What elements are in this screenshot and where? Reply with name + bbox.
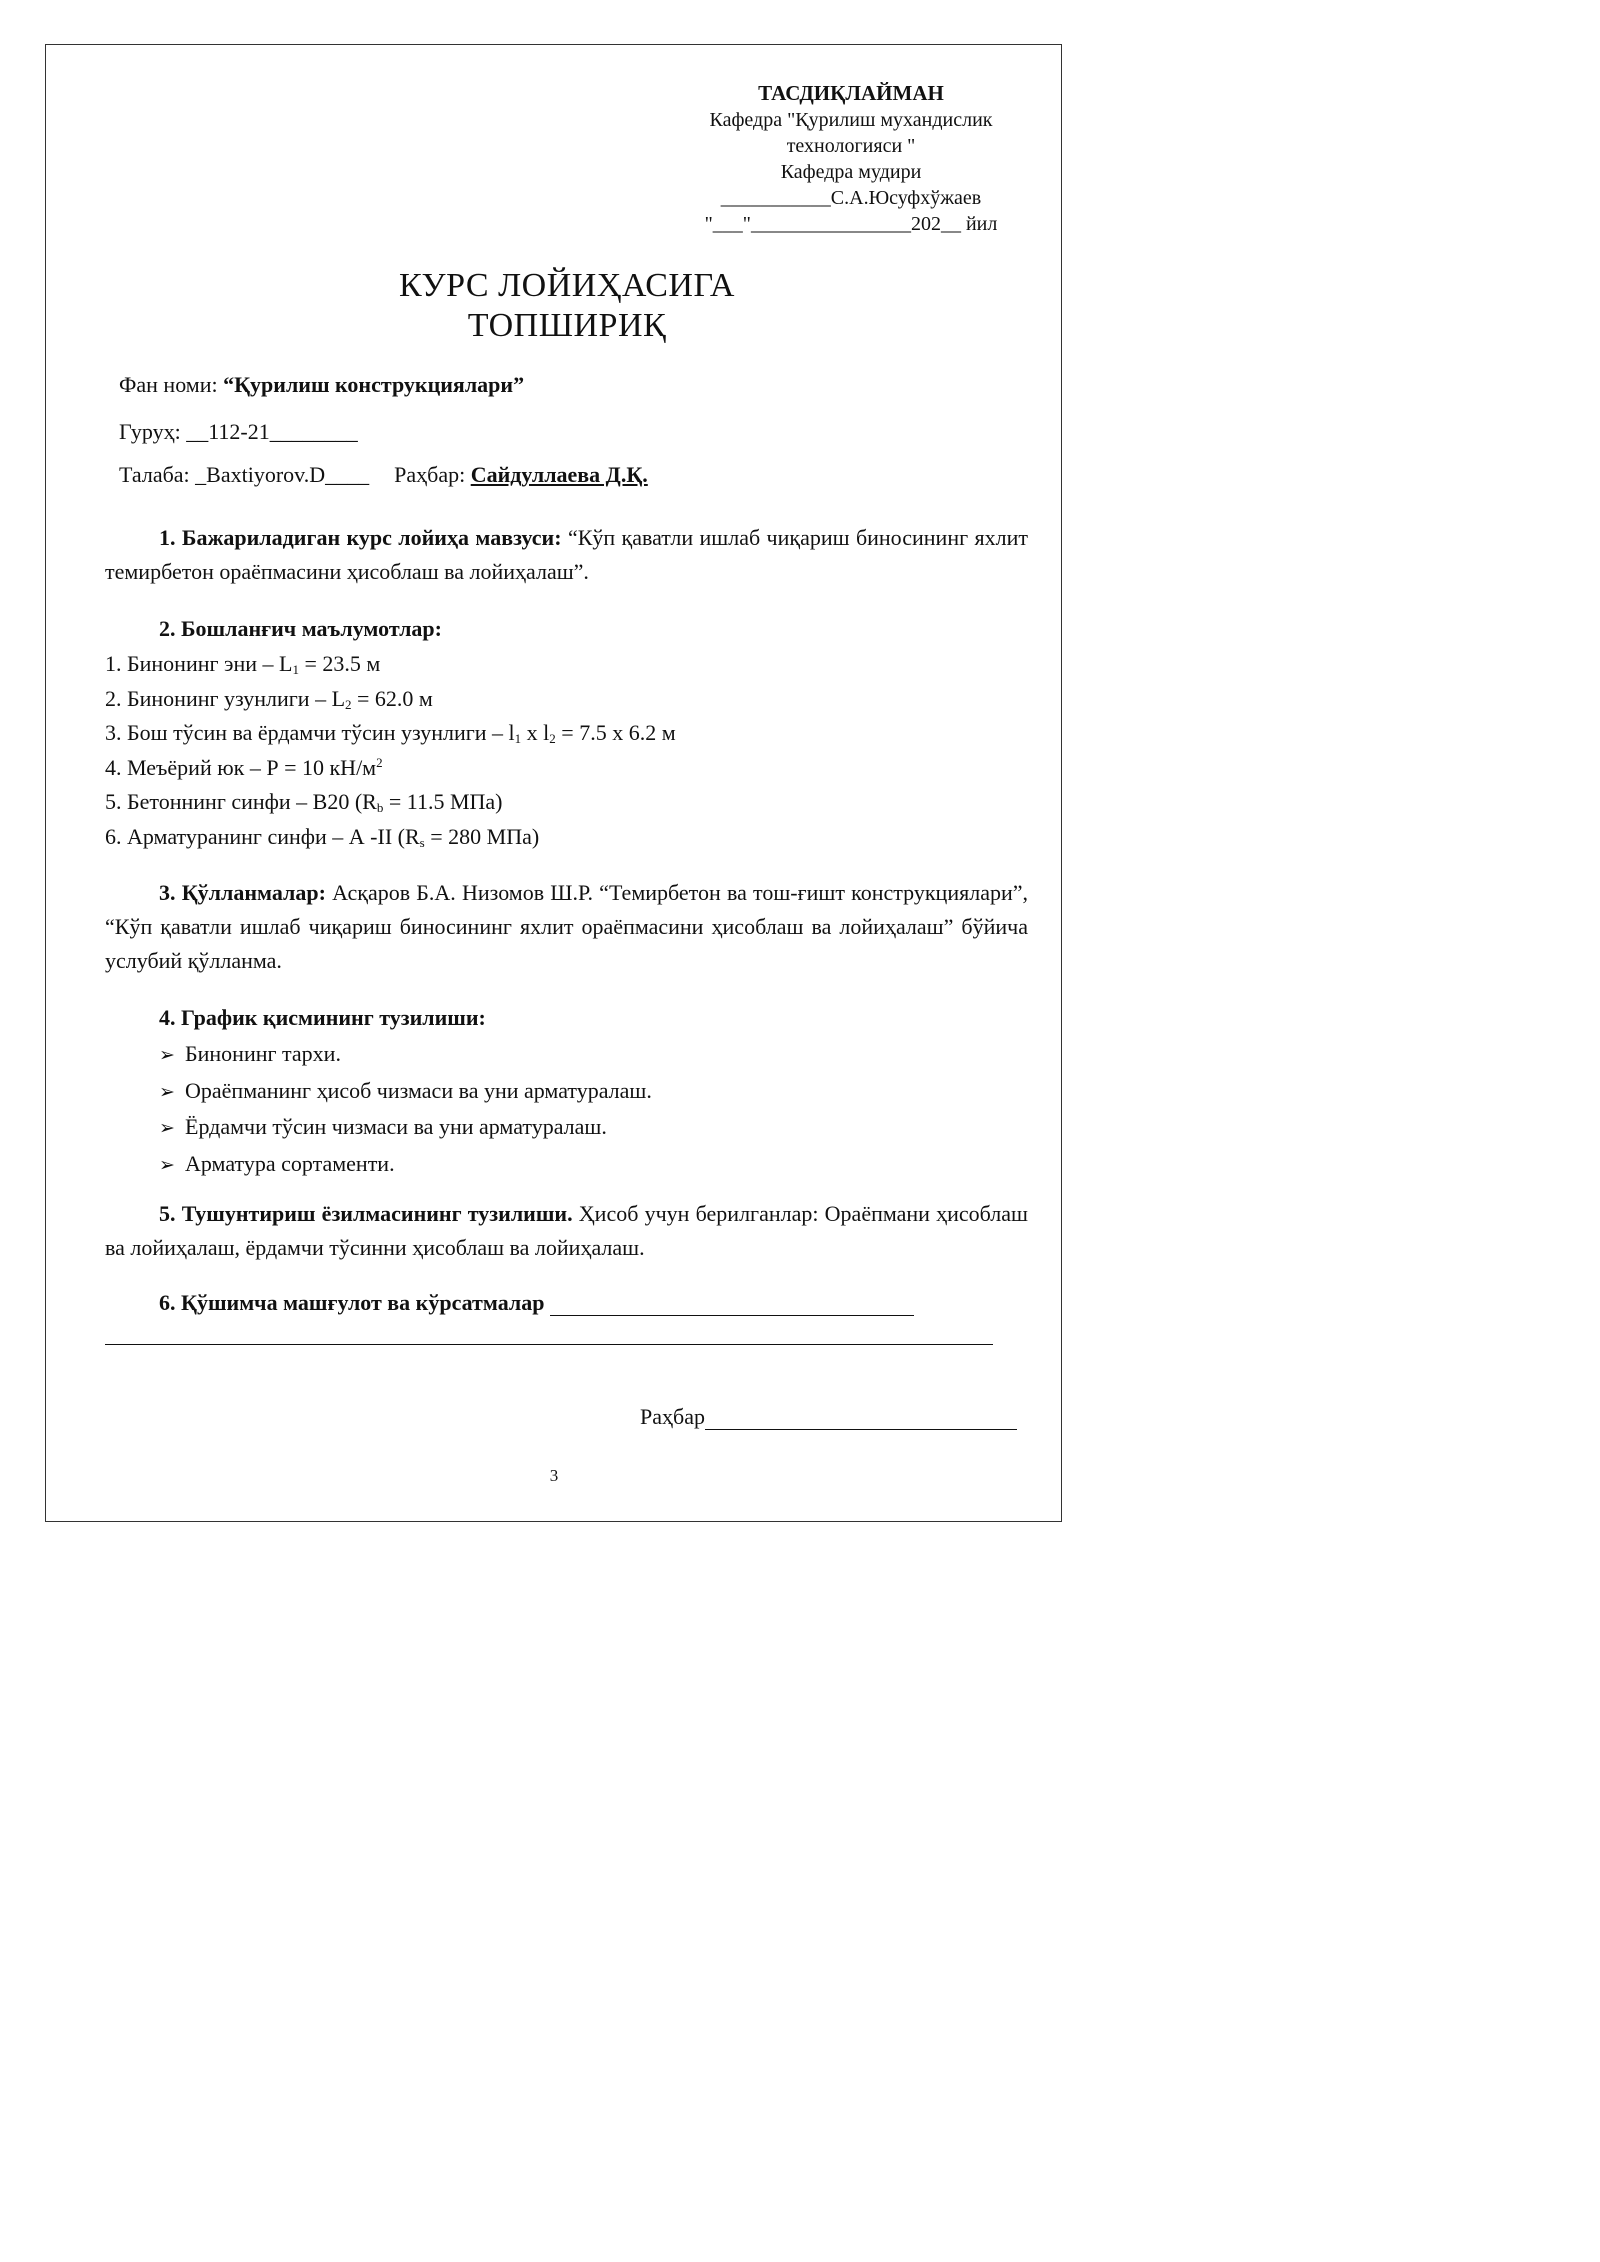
signature-line xyxy=(705,1405,1017,1430)
graphic-part-list xyxy=(159,1037,652,1183)
page-number: 3 xyxy=(549,1466,559,1485)
list-item: 5. Бетоннинг синфи – В20 ($R_b = 11.5$ МПа) xyxy=(105,789,503,815)
approval-line: Кафедра мудири xyxy=(780,161,922,183)
section-5-text: Ҳисоб учун берилганлар: Ораёпмани ҳисоблаш ва лойиҳалаш, ёрдамчи тўсинни ҳисоблаш ва лойиҳалаш. xyxy=(105,1201,1028,1260)
title-line: КУРС ЛОЙИҲАСИГА xyxy=(399,267,735,304)
subject-label: Фан номи: xyxy=(119,372,224,397)
arrow-bullet-icon: ➢ xyxy=(159,1045,175,1066)
bullet-item: ➢ Ораёпманинг ҳисоб чизмаси ва уни арматуралаш. xyxy=(159,1074,652,1111)
initial-data-list xyxy=(105,647,676,854)
section-5-heading: 5. Тушунтириш ёзилмасининг тузилиши. xyxy=(159,1201,573,1226)
group-label: Гуруҳ: xyxy=(119,419,187,444)
student-row xyxy=(119,462,648,488)
section-4-heading: 4. График қисмининг тузилиши: xyxy=(159,1005,486,1030)
title-line: ТОПШИРИҚ xyxy=(467,307,667,344)
student-value: _Baxtiyorov.D____ xyxy=(195,462,370,487)
supervisor-label: Раҳбар: xyxy=(394,462,471,487)
section-3-heading: 3. Қўлланмалар: xyxy=(159,880,326,905)
list-item: 1. Бинонинг эни – $L_1 = 23.5$ м xyxy=(105,651,381,677)
student-label: Талаба: xyxy=(119,462,196,487)
arrow-bullet-icon: ➢ xyxy=(159,1081,175,1103)
subject-value: “Қурилиш конструкциялари” xyxy=(223,372,525,397)
list-item: 4. Меъёрий юк – Р = 10 $кН/м^2$ xyxy=(105,754,383,780)
approval-block xyxy=(660,80,1042,237)
signature-label: Раҳбар xyxy=(640,1404,705,1429)
arrow-bullet-icon: ➢ xyxy=(159,1154,175,1176)
approval-signature-line: ___________С.А.Юсуфхўжаев xyxy=(720,187,982,209)
bullet-item: ➢ Ёрдамчи тўсин чизмаси ва уни арматуралаш. xyxy=(159,1110,652,1147)
section-6 xyxy=(159,1290,914,1316)
bullet-item: ➢ Бинонинг тархи. xyxy=(159,1037,652,1074)
group-row xyxy=(119,419,358,445)
section-1-text: “Кўп қаватли ишлаб чиқариш биносининг яхлит темирбетон ораёпмасини ҳисоблаш ва лойиҳалаш”. xyxy=(105,525,1028,584)
arrow-bullet-icon: ➢ xyxy=(159,1118,175,1139)
supervisor-signature xyxy=(640,1404,1017,1430)
list-item: 6. Арматуранинг синфи – А -II ($R_s = 280$ МПа) xyxy=(105,823,540,850)
supervisor-value: Сайдуллаева Д.Қ. xyxy=(470,462,648,487)
document-title xyxy=(300,266,834,346)
section-3-text: Асқаров Б.А. Низомов Ш.Р. “Темирбетон ва тош-ғишт конструкциялари”, “Кўп қаватли ишлаб чиқариш биносининг яхлит ораёпмасини ҳисоблаш ва лойиҳалаш” бўйича услубий қўлланма. xyxy=(105,880,1028,973)
section-1-heading: 1. Бажариладиган курс лойиҳа мавзуси: xyxy=(159,525,562,550)
approval-date-line: "___"________________202__ йил xyxy=(704,213,998,235)
fill-in-line xyxy=(550,1291,914,1316)
group-value: __112-21________ xyxy=(186,419,358,444)
fill-in-line xyxy=(105,1344,993,1345)
section-5 xyxy=(105,1197,1028,1265)
approval-line: Кафедра "Қурилиш мухандислик xyxy=(709,109,993,131)
bullet-item: ➢ Арматура сортаменти. xyxy=(159,1147,652,1184)
approval-heading: ТАСДИҚЛАЙМАН xyxy=(758,81,944,105)
list-item: 3. Бош тўсин ва ёрдамчи тўсин узунлиги – $l_1$ x $l_2 = 7.5$ x 6.2 м xyxy=(105,720,676,746)
section-2-heading: 2. Бошланғич маълумотлар: xyxy=(159,616,442,641)
section-6-heading: 6. Қўшимча машғулот ва кўрсатмалар xyxy=(159,1290,545,1315)
section-3 xyxy=(105,876,1028,978)
section-1 xyxy=(105,521,1028,589)
approval-line: технологияси " xyxy=(786,135,916,157)
list-item: 2. Бинонинг узунлиги – $L_2 = 62.0$ м xyxy=(105,685,433,712)
subject-row xyxy=(119,372,524,398)
